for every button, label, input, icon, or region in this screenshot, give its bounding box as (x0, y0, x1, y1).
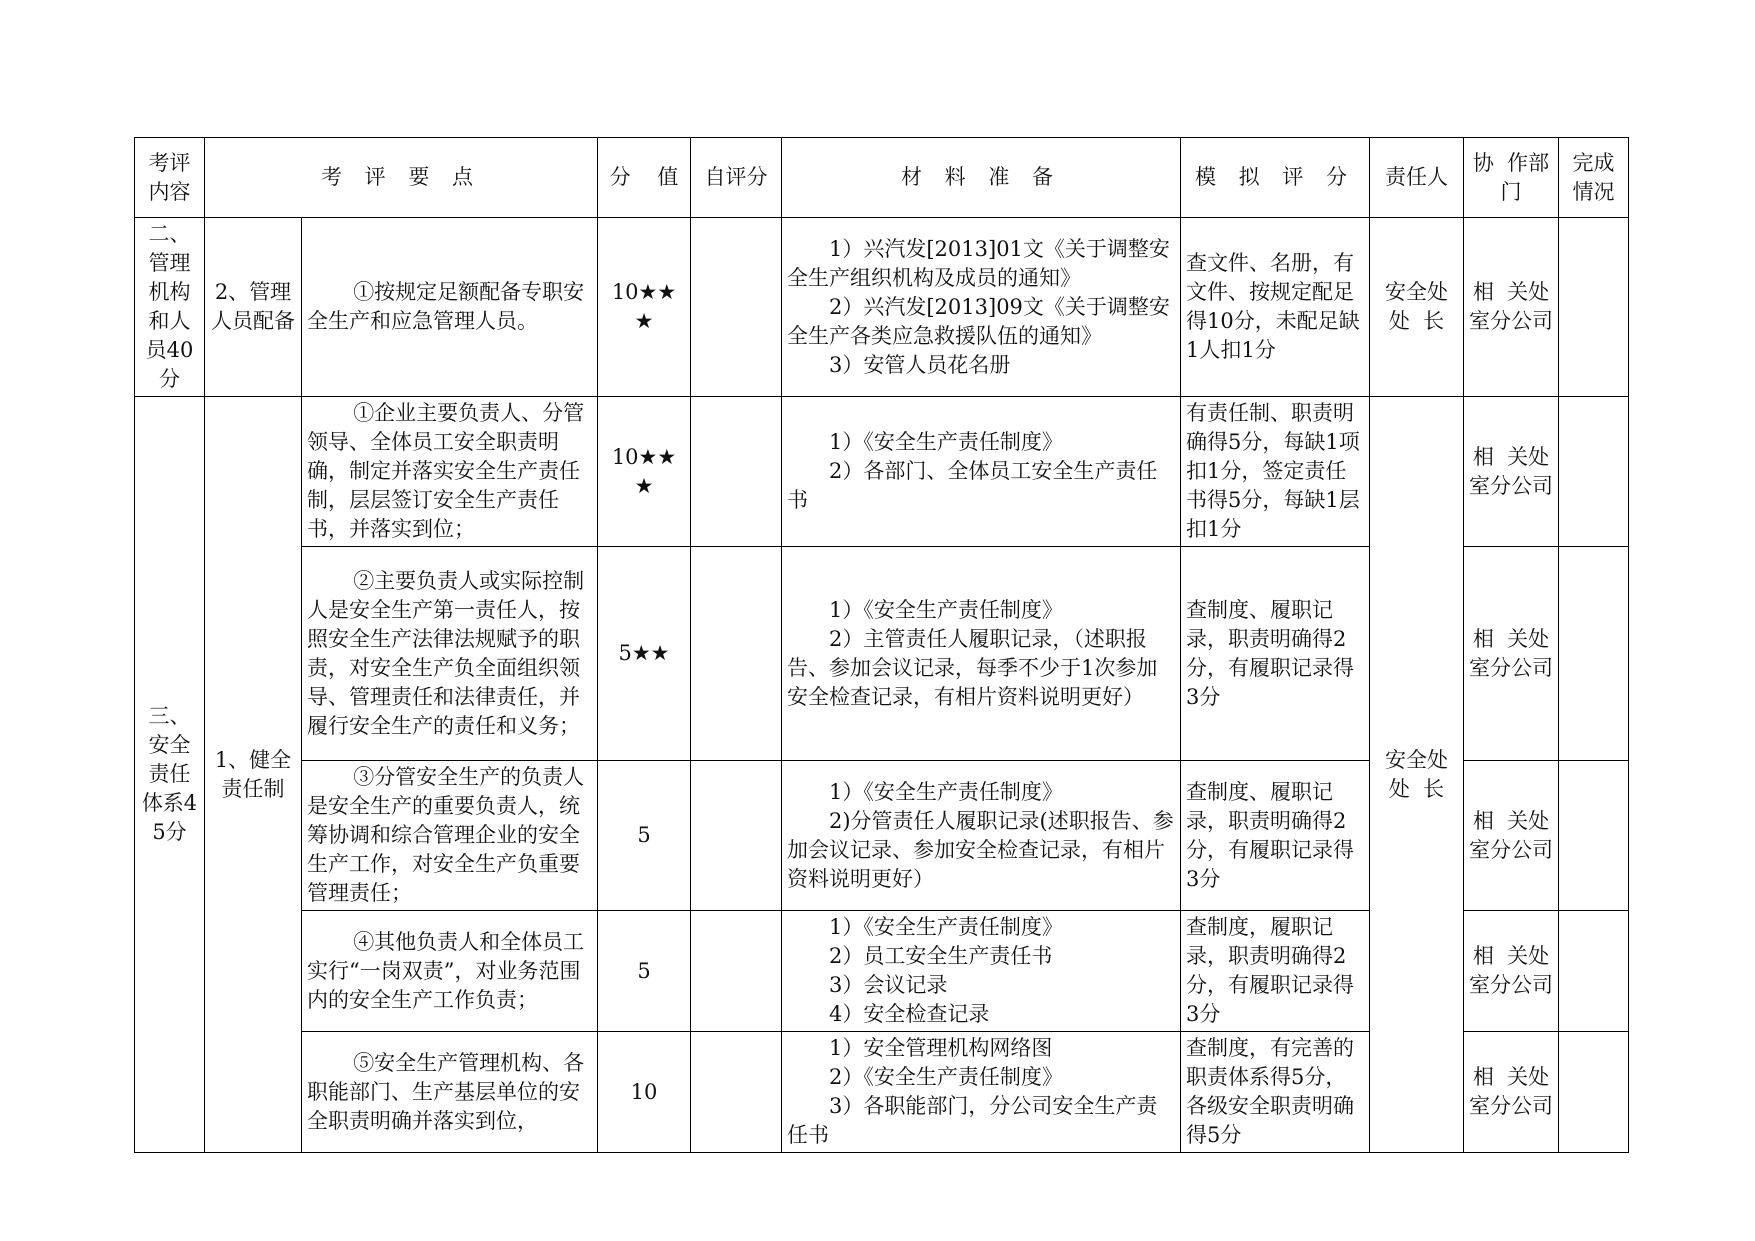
mock-score-cell: 查制度、履职记录，职责明确得2分，有履职记录得3分 (1181, 547, 1370, 761)
table-row (135, 218, 1629, 397)
material-item: 1）兴汽发[2013]01文《关于调整安全生产组织机构及成员的通知》 (787, 236, 1170, 290)
header-row (135, 138, 1629, 218)
key-point-cell: ③分管安全生产的负责人是安全生产的重要负责人，统筹协调和综合管理企业的安全生产工作，对安全生产负重要管理责任； (302, 761, 598, 911)
material-item: 1）《安全生产责任制度》 (829, 597, 1063, 622)
score-cell: 10★★★ (598, 397, 691, 547)
coop-dept-cell: 相 关处 室分公司 (1464, 218, 1559, 397)
coop-dept-cell: 相 关处 室分公司 (1464, 1032, 1559, 1153)
table-row (135, 397, 1629, 547)
self-score-cell (691, 761, 782, 911)
materials-cell (782, 218, 1181, 397)
material-item: 4）安全检查记录 (829, 1002, 990, 1026)
material-item: 3）会议记录 (829, 973, 948, 997)
header-materials: 材 料 准 备 (782, 138, 1181, 218)
mock-score-cell: 有责任制、职责明确得5分，每缺1项扣1分，签定责任书得5分，每缺1层扣1分 (1181, 397, 1370, 547)
materials-cell (782, 761, 1181, 911)
header-status: 完成情况 (1559, 138, 1629, 218)
status-cell (1559, 911, 1629, 1032)
mock-score-cell: 查制度、履职记录，职责明确得2分，有履职记录得3分 (1181, 761, 1370, 911)
score-cell: 10 (598, 1032, 691, 1153)
key-point-cell: ⑤安全生产管理机构、各职能部门、生产基层单位的安全职责明确并落实到位， (302, 1032, 598, 1153)
self-score-cell (691, 218, 782, 397)
materials-cell (782, 911, 1181, 1032)
assessment-table (134, 137, 1629, 1153)
materials-cell (782, 1032, 1181, 1153)
status-cell (1559, 1032, 1629, 1153)
coop-dept-cell: 相 关处 室分公司 (1464, 397, 1559, 547)
material-item: 2）员工安全生产责任书 (829, 944, 1053, 968)
category-cell: 三、安全责任体系45分 (135, 397, 205, 1153)
status-cell (1559, 761, 1629, 911)
materials-cell (782, 547, 1181, 761)
material-item: 2)分管责任人履职记录(述职报告、参加会议记录、参加安全检查记录，有相片资料说明更好） (787, 808, 1174, 891)
header-self-score: 自评分 (691, 138, 782, 218)
owner-cell: 安全处处 长 (1370, 218, 1464, 397)
key-point-cell: ①企业主要负责人、分管领导、全体员工安全职责明确，制定并落实安全生产责任制，层层签订安全生产责任书，并落实到位； (302, 397, 598, 547)
coop-dept-cell: 相 关处 室分公司 (1464, 761, 1559, 911)
self-score-cell (691, 911, 782, 1032)
status-cell (1559, 218, 1629, 397)
score-cell: 5 (598, 761, 691, 911)
header-mock-score: 模 拟 评 分 (1181, 138, 1370, 218)
material-item: 2）主管责任人履职记录，（述职报告、参加会议记录，每季不少于1次参加安全检查记录，有相片资料说明更好） (787, 626, 1158, 709)
score-cell: 5 (598, 911, 691, 1032)
material-item: 2）各部门、全体员工安全生产责任书 (787, 459, 1158, 512)
material-item: 2）《安全生产责任制度》 (829, 1065, 1063, 1089)
category-cell: 二、管理机构和人员40分 (135, 218, 205, 397)
materials-cell (782, 397, 1181, 547)
material-item: 1）《安全生产责任制度》 (829, 779, 1063, 804)
header-category: 考评内容 (135, 138, 205, 218)
key-point-cell: ②主要负责人或实际控制人是安全生产第一责任人，按照安全生产法律法规赋予的职责，对安全生产负全面组织领导、管理责任和法律责任，并履行安全生产的责任和义务； (302, 547, 598, 761)
coop-dept-cell: 相 关处 室分公司 (1464, 547, 1559, 761)
mock-score-cell: 查制度，有完善的职责体系得5分，各级安全职责明确得5分 (1181, 1032, 1370, 1153)
material-item: 1）安全管理机构网络图 (829, 1036, 1053, 1060)
coop-dept-cell: 相 关处 室分公司 (1464, 911, 1559, 1032)
material-item: 1）《安全生产责任制度》 (829, 430, 1063, 454)
mock-score-cell: 查制度，履职记录，职责明确得2分，有履职记录得3分 (1181, 911, 1370, 1032)
material-item: 2）兴汽发[2013]09文《关于调整安全生产各类应急救援队伍的通知》 (787, 294, 1170, 348)
mock-score-cell: 查文件、名册，有文件、按规定配足得10分，未配足缺1人扣1分 (1181, 218, 1370, 397)
key-point-cell: ①按规定足额配备专职安全生产和应急管理人员。 (302, 218, 598, 397)
subcategory-cell: 2、管理人员配备 (205, 218, 302, 397)
self-score-cell (691, 397, 782, 547)
owner-cell: 安全处处 长 (1370, 397, 1464, 1153)
score-cell: 5★★ (598, 547, 691, 761)
header-key-points: 考 评 要 点 (205, 138, 598, 218)
material-item: 1）《安全生产责任制度》 (829, 915, 1063, 939)
header-score: 分 值 (598, 138, 691, 218)
score-cell: 10★★★ (598, 218, 691, 397)
self-score-cell (691, 547, 782, 761)
material-item: 3）各职能部门，分公司安全生产责任书 (787, 1094, 1158, 1147)
self-score-cell (691, 1032, 782, 1153)
material-item: 3）安管人员花名册 (829, 352, 1011, 377)
header-coop-dept: 协 作部 门 (1464, 138, 1559, 218)
subcategory-cell: 1、健全责任制 (205, 397, 302, 1153)
key-point-cell: ④其他负责人和全体员工实行“一岗双责”，对业务范围内的安全生产工作负责； (302, 911, 598, 1032)
header-owner: 责任人 (1370, 138, 1464, 218)
status-cell (1559, 397, 1629, 547)
status-cell (1559, 547, 1629, 761)
